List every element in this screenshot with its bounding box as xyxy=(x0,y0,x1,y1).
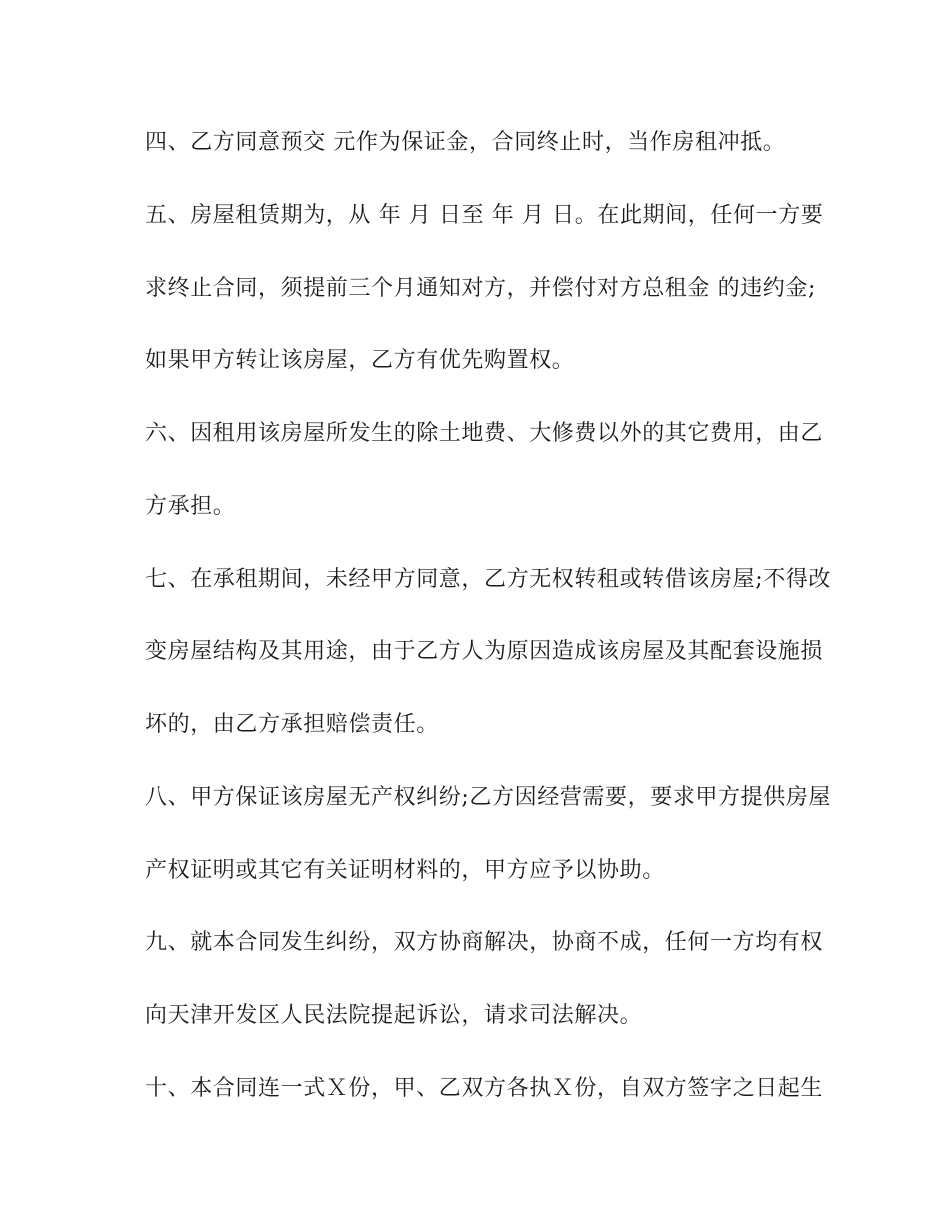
clause-5-line-1: 五、房屋租赁期为，从 年 月 日至 年 月 日。在此期间，任何一方要 xyxy=(145,203,824,228)
clause-9-line-1: 九、就本合同发生纠纷，双方协商解决，协商不成，任何一方均有权 xyxy=(145,930,824,955)
clause-6-line-2: 方承担。 xyxy=(145,494,236,519)
clause-4-line-1: 四、乙方同意预交 元作为保证金，合同终止时，当作房租冲抵。 xyxy=(145,130,786,155)
clause-8-line-1: 八、甲方保证该房屋无产权纠纷;乙方因经营需要，要求甲方提供房屋 xyxy=(145,785,832,810)
clause-7-line-1: 七、在承租期间，未经甲方同意，乙方无权转租或转借该房屋;不得改 xyxy=(145,567,832,592)
clause-6-line-1: 六、因租用该房屋所发生的除土地费、大修费以外的其它费用，由乙 xyxy=(145,421,824,446)
clause-5-line-2: 求终止合同，须提前三个月通知对方，并偿付对方总租金 的违约金; xyxy=(145,276,817,301)
clause-8-line-2: 产权证明或其它有关证明材料的，甲方应予以协助。 xyxy=(145,858,665,883)
clause-7-line-2: 变房屋结构及其用途，由于乙方人为原因造成该房屋及其配套设施损 xyxy=(145,639,824,664)
clause-9-line-2: 向天津开发区人民法院提起诉讼，请求司法解决。 xyxy=(145,1003,643,1028)
clause-5-line-3: 如果甲方转让该房屋，乙方有优先购置权。 xyxy=(145,348,575,373)
clause-10-line-1: 十、本合同连一式Ｘ份，甲、乙双方各执Ｘ份，自双方签字之日起生 xyxy=(145,1076,824,1101)
clause-7-line-3: 坏的，由乙方承担赔偿责任。 xyxy=(145,712,439,737)
